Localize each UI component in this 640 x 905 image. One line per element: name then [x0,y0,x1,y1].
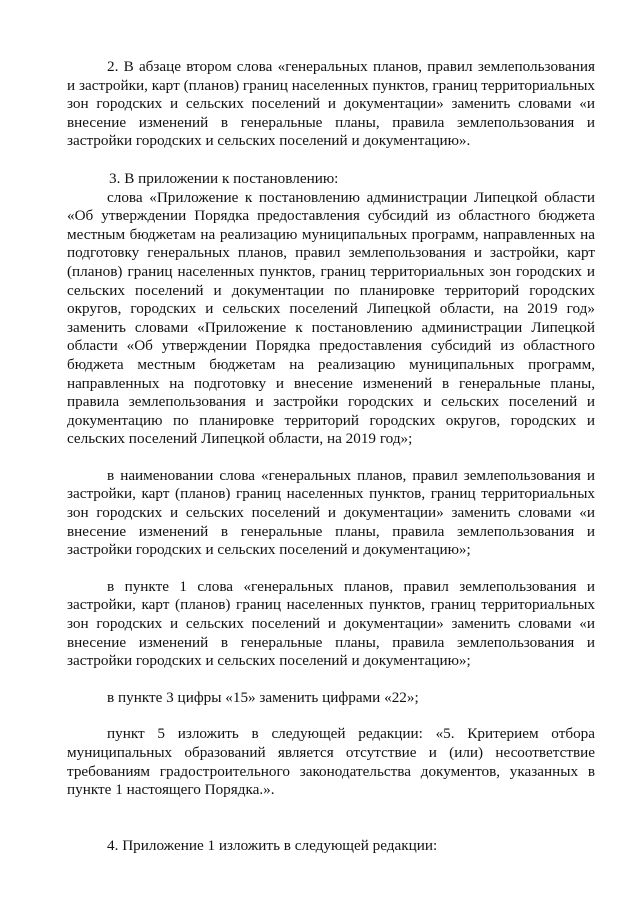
paragraph-spacer [67,560,595,578]
paragraph-item-3-point3: в пункте 3 цифры «15» заменить цифрами «22»; [107,688,419,706]
document-page [67,58,595,855]
paragraph-item-3-point5: пункт 5 изложить в следующей редакции: «5. Критерием отбора муниципальных образований является отсутствие и (или) несоответствие требованиям градостроительного законодательства документов, указанных в пункте 1 настоящего Порядка.». [67,725,595,799]
paragraph-item-2: 2. В абзаце втором слова «генеральных планов, правил землепользования и застройки, карт (планов) границ населенных пунктов, границ территориальных зон городских и сельских поселений и документации» заменить словами «и внесение изменений в генеральные планы, правила землепользования и застройки городских и сельских поселений и документацию». [67,58,595,150]
paragraph-item-3-heading: 3. В приложении к постановлению: [109,169,339,187]
paragraph-spacer [67,671,595,689]
paragraph-item-3-title: в наименовании слова «генеральных планов, правил землепользования и застройки, карт (планов) границ населенных пунктов, границ территориальных зон городских и сельских поселений и документации» заменить словами «и внесение изменений в генеральные планы, правила землепользования и застройки городских и сельских поселений и документацию»; [67,466,595,559]
paragraph-spacer [67,707,595,725]
paragraph-spacer [67,449,595,467]
paragraph-item-4: 4. Приложение 1 изложить в следующей редакции: [107,836,438,854]
paragraph-item-3-point1: в пункте 1 слова «генеральных планов, правил землепользования и застройки, карт (планов) границ населенных пунктов, границ территориальных зон городских и сельских поселений и документации» заменить словами «и внесение изменений в генеральные планы, правила землепользования и застройки городских и сельских поселений и документацию»; [67,577,595,670]
paragraph-spacer [67,151,595,170]
paragraph-item-3-words: слова «Приложение к постановлению администрации Липецкой области «Об утверждении Порядка предоставления субсидий из областного бюджета местным бюджетам на реализацию муниципальных программ, направленных на подготовку генеральных планов, правил землепользования и застройки, карт (планов) границ населенных пунктов, границ территориальных зон городских и сельских поселений и документации по планировке территорий городских округов, городских и сельских поселений Липецкой области, на 2019 год» заменить словами «Приложение к постановлению администрации Липецкой области «Об утверждении Порядка предоставления субсидий из областного бюджета местным бюджетам на реализацию муниципальных программ, направленных на подготовку и внесение изменений в генеральные планы, правила землепользования и застройки городских и сельских поселений и документацию по планировке территорий городских округов, городских и сельских поселений Липецкой области, на 2019 год»; [67,188,595,448]
paragraph-spacer [67,800,595,837]
